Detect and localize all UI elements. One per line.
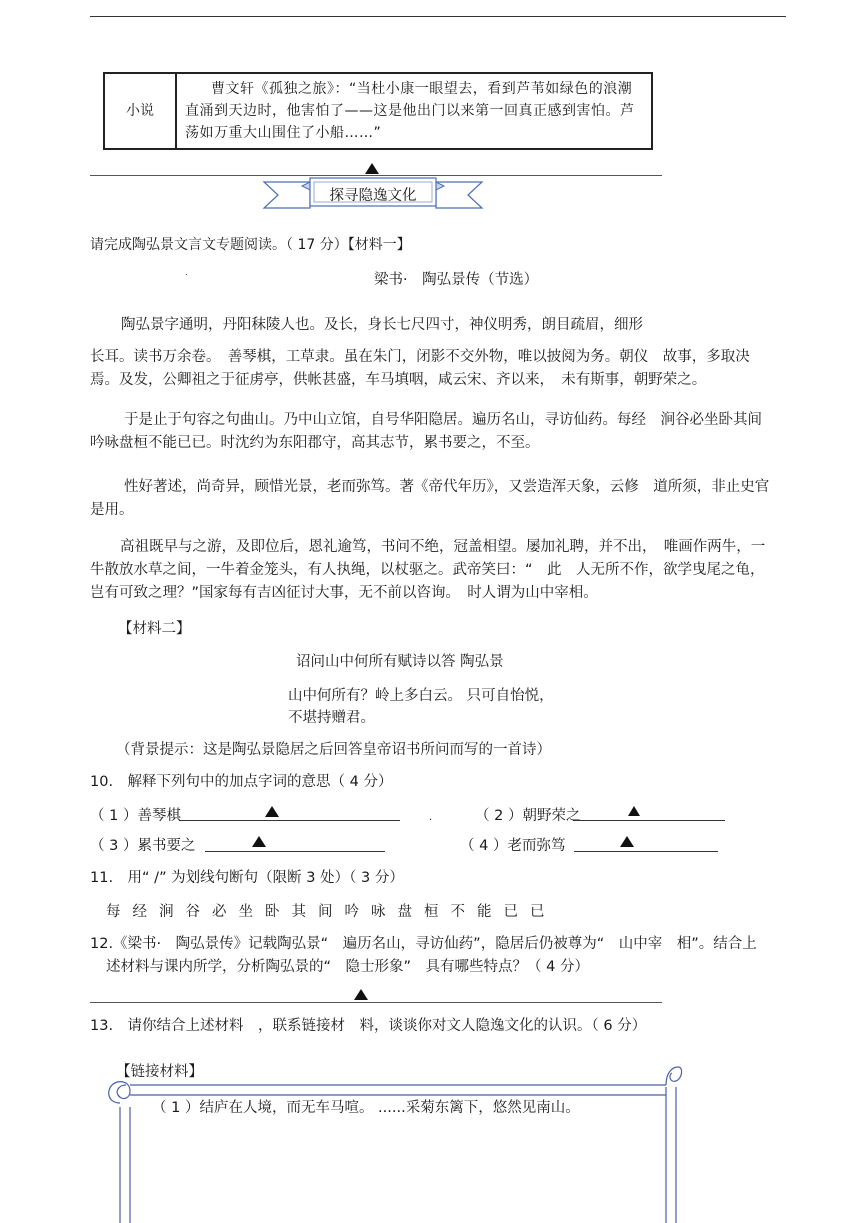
material-2-label: 【材料二】 bbox=[118, 621, 191, 637]
answer-triangle-icon bbox=[620, 836, 634, 847]
q11-char: 已 bbox=[530, 904, 545, 920]
q10-item-1-answer-line[interactable] bbox=[180, 820, 400, 821]
material-1-title: 梁书· 陶弘景传（节选） bbox=[374, 272, 539, 288]
link-material-label: 【链接材料】 bbox=[116, 1064, 203, 1080]
q10-item-3-answer-line[interactable] bbox=[205, 851, 385, 852]
background-hint: （背景提示：这是陶弘景隐居之后回答皇帝诏书所问而写的一首诗） bbox=[116, 742, 551, 758]
answer-triangle-icon bbox=[265, 806, 279, 817]
m1-paragraph-1-rest: 长耳。读书万余卷。 善琴棋，工草隶。虽在朱门，闭影不交外物，唯以披阅为务。朝仪 故事，多取决焉。及发，公卿祖之于征虏亭，供帐甚盛，车马填咽，咸云宋、齐以来， 未有斯事，朝野荣之。 bbox=[90, 349, 750, 388]
q11-char: 经 bbox=[132, 904, 147, 920]
m1-paragraph-4: 高祖既早与之游，及即位后，恩礼逾笃，书问不绝，冠盖相望。屡加礼聘，并不出， 唯画作两牛，一牛散放水草之间，一牛着金笼头，有人执绳，以杖驱之。武帝笑曰：“ 此 人无所不作，欲学曳尾之龟，岂有可致之理？”国家每有吉凶征讨大事，无不前以咨询。 时人谓为山中宰相。 bbox=[90, 539, 766, 601]
q11-char: 吟 bbox=[344, 904, 359, 920]
scroll-frame bbox=[106, 1063, 683, 1223]
q11-char: 涧 bbox=[159, 904, 174, 920]
banner-title: 探寻隐逸文化 bbox=[329, 188, 417, 204]
question-13: 13. 请你结合上述材料 ，联系链接材 料，谈谈你对文人隐逸文化的认识。（ 6 分） bbox=[90, 1018, 647, 1034]
answer-divider bbox=[90, 1002, 662, 1003]
link-material-item-1: （ 1 ）结庐在人境，而无车马喧。 ......采菊东篱下，悠然见南山。 bbox=[152, 1100, 580, 1116]
answer-triangle-icon bbox=[252, 836, 266, 847]
m1-paragraph-1-start: 陶弘景字通明，丹阳秣陵人也。及长，身长七尺四寸，神仪明秀，朗目疏眉，细形 bbox=[121, 317, 643, 333]
q11-char: 桓 bbox=[424, 904, 439, 920]
q11-char: 能 bbox=[477, 904, 492, 920]
section-intro: 请完成陶弘景文言文专题阅读。（ 17 分）【材料一】 bbox=[90, 237, 411, 253]
q11-char: 谷 bbox=[185, 904, 200, 920]
q10-item-4-answer-line[interactable] bbox=[574, 851, 718, 852]
m1-paragraph-2: 于是止于句容之句曲山。乃中山立馆，自号华阳隐居。遍历名山，寻访仙药。每经 涧谷必坐卧其间吟咏盘桓不能已已。时沈约为东阳郡守，高其志节，累书要之，不至。 bbox=[90, 412, 762, 451]
poem-line-2: 不堪持赠君。 bbox=[288, 710, 375, 726]
stray-dot: . bbox=[185, 268, 188, 277]
question-11: 11. 用“ /” 为划线句断句（限断 3 处）（ 3 分） bbox=[90, 870, 404, 886]
poem-line-1: 山中何所有？岭上多白云。 只可自怡悦， bbox=[288, 688, 554, 704]
q10-item-2-label: （ 2 ）朝野荣之 bbox=[475, 808, 581, 824]
poem-title: 诏问山中何所有赋诗以答 陶弘景 bbox=[296, 654, 504, 670]
q10-item-4-label: （ 4 ）老而弥笃 bbox=[460, 838, 566, 854]
q11-char: 盘 bbox=[397, 904, 412, 920]
q10-item-2-answer-line[interactable] bbox=[573, 820, 725, 821]
q11-sentence bbox=[106, 900, 557, 921]
q11-char: 已 bbox=[503, 904, 518, 920]
question-12: 12.《梁书· 陶弘景传》记载陶弘景“ 遍历名山，寻访仙药”，隐居后仍被尊为“ 山中宰 相”。结合上述材料与课内所学，分析陶弘景的“ 隐士形象” 具有哪些特点？（ 4 分） bbox=[90, 936, 757, 975]
question-10: 10. 解释下列句中的加点字词的意思（ 4 分） bbox=[90, 774, 393, 790]
q11-char: 必 bbox=[212, 904, 227, 920]
answer-triangle-icon bbox=[628, 806, 640, 816]
q11-char: 不 bbox=[450, 904, 465, 920]
q11-char: 每 bbox=[106, 904, 121, 920]
answer-triangle-icon bbox=[365, 163, 379, 174]
top-rule bbox=[90, 16, 786, 17]
q11-char: 咏 bbox=[371, 904, 386, 920]
q10-item-1-label: （ 1 ）善琴棋 bbox=[90, 808, 181, 824]
genre-cell: 小说 bbox=[104, 73, 176, 149]
q11-char: 卧 bbox=[265, 904, 280, 920]
stray-dot: . bbox=[429, 812, 433, 823]
quote-cell: 曹文轩《孤独之旅》：“当杜小康一眼望去，看到芦苇如绿色的浪潮直涌到天边时，他害怕了——这是他出门以来第一回真正感到害怕。芦荡如万重大山围住了小船……” bbox=[176, 73, 652, 149]
q11-char: 其 bbox=[291, 904, 306, 920]
answer-triangle-icon bbox=[354, 989, 368, 1000]
q11-char: 间 bbox=[318, 904, 333, 920]
q10-item-3-label: （ 3 ）累书要之 bbox=[90, 838, 196, 854]
m1-paragraph-3: 性好著述，尚奇异，顾惜光景，老而弥笃。著《帝代年历》，又尝造浑天象，云修 道所须，非止史官是用。 bbox=[90, 479, 770, 518]
q11-char: 坐 bbox=[238, 904, 253, 920]
novel-quote-table bbox=[103, 72, 653, 150]
